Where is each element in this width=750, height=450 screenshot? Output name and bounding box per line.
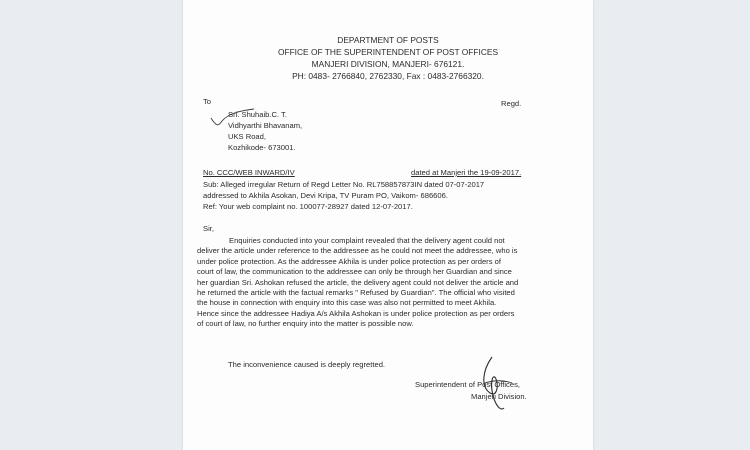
subject-line: addressed to Akhila Asokan, Devi Kripa, TV Puram PO, Vaikom- 686606.: [203, 191, 448, 200]
reference-number: No. CCC/WEB INWARD/IV: [203, 168, 295, 177]
body-line: the house in connection with enquiry into this case was also not permitted to meet Akhila.: [197, 298, 497, 308]
body-line: of court of law, no further enquiry into the matter is possible now.: [197, 319, 414, 329]
body-line: Hence since the addressee Hadiya A/s Akhila Ashokan is under police protection as per orders: [197, 308, 515, 318]
division-name: MANJERI DIVISION, MANJERI- 676121.: [311, 59, 465, 69]
dept-name: DEPARTMENT OF POSTS: [337, 35, 439, 45]
body-line: he returned the article with the factual remarks " Refused by Guardian". The official who visited: [197, 288, 515, 298]
signoff-title: Superintendent of Post Offices,: [415, 380, 520, 389]
body-line: Enquiries conducted into your complaint revealed that the delivery agent could not: [229, 236, 505, 245]
body-line: under police protection. As the addressee Akhila is under police protection as per orders of: [197, 256, 501, 266]
dated-line: dated at Manjeri the 19-09-2017.: [411, 168, 522, 177]
office-name: OFFICE OF THE SUPERINTENDENT OF POST OFFICES: [277, 47, 499, 57]
body-line: her guardian Sri. Ashokan refused the article, the delivery agent could not deliver the article and: [197, 277, 519, 287]
body-line: deliver the article under reference to the addressee as he could not meet the addressee, who is: [197, 246, 518, 256]
to-label: To: [203, 97, 212, 106]
regret-line: The inconvenience caused is deeply regretted.: [228, 360, 386, 369]
body-line: court of law, the communication to the addressee can only be through her Guardian and since: [197, 267, 512, 277]
subject-line: Sub: Alleged irregular Return of Regd Letter No. RL758857873IN dated 07-07-2017: [203, 180, 485, 189]
phone-fax: PH: 0483- 2766840, 2762330, Fax : 0483-2766320.: [292, 71, 484, 81]
body-paragraph: [197, 236, 559, 330]
letter-page: [183, 0, 593, 450]
address-line: Kozhikode- 673001.: [228, 143, 296, 152]
signoff-division: Manjeri Division.: [471, 392, 527, 401]
address-line: Vidhyarthi Bhavanam,: [228, 121, 303, 130]
address-line: UKS Road,: [228, 132, 266, 141]
regd-label: Regd.: [501, 99, 522, 108]
tick-mark: [208, 108, 258, 130]
salutation: Sir,: [203, 224, 214, 233]
reference-line: Ref: Your web complaint no. 100077-28927 dated 12-07-2017.: [203, 202, 413, 211]
address-line: Sri. Shuhaib.C. T.: [228, 110, 287, 119]
